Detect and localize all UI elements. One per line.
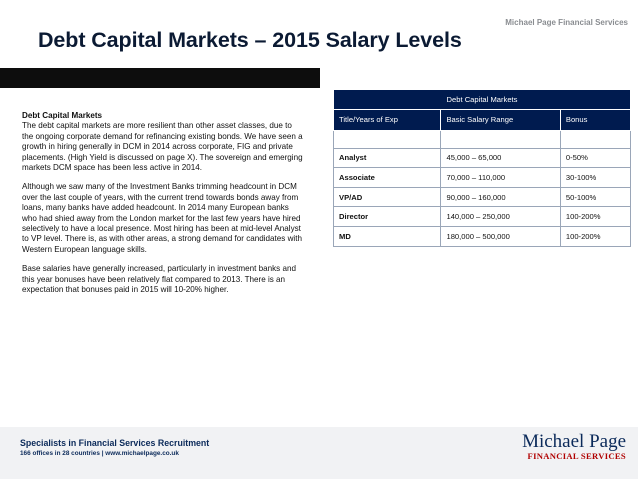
table-row (334, 187, 631, 207)
paragraph-3: Base salaries have generally increased, particularly in investment banks and this year bonuses have been relatively flat compared to 2013. There is an expectation that bonuses paid in 2015 will 10-20% higher. (22, 264, 296, 295)
paragraph-2: Although we saw many of the Investment Banks trimming headcount in DCM over the last couple of years, with the current trend towards bonds away from loans, many banks have added headcount. In 2014 many European banks who had shied away from the London market for the last few years have hired selectively to have a local presence. Most hiring has been at mid-level Analyst to VP level. There is, as with other areas, a strong demand for candidates with Western European language skills. (22, 182, 302, 254)
title-accent-band (0, 68, 320, 88)
page-title: Debt Capital Markets – 2015 Salary Levels (38, 28, 462, 52)
footer-tagline: Specialists in Financial Services Recruitment (20, 438, 210, 448)
table-cell-bonus: 100-200% (560, 207, 630, 227)
logo-main-text: Michael Page (522, 431, 626, 452)
paragraph-1: The debt capital markets are more resilient than other asset classes, due to the ongoing corporate demand for refinancing existing bonds. We have seen a growth in hiring generally in DCM in 2014 across corporate, FIG and private placements. (High Yield is discussed on page X). The sovereign and emerging markets DCM space has been less active in 2014. (22, 121, 303, 173)
logo-sub-text: FINANCIAL SERVICES (527, 451, 626, 461)
table-cell-bonus: 100-200% (560, 226, 630, 246)
table-cell-salary: 90,000 – 160,000 (441, 187, 560, 207)
table-cell-title: VP/AD (334, 187, 441, 207)
michael-page-logo (522, 432, 626, 461)
table-caption: Debt Capital Markets (334, 90, 631, 110)
column-header-salary: Basic Salary Range (441, 109, 560, 130)
column-header-title: Title/Years of Exp (334, 109, 441, 130)
section-heading: Debt Capital Markets (22, 111, 103, 120)
table-cell-salary: 140,000 – 250,000 (441, 207, 560, 227)
table-cell-salary: 70,000 – 110,000 (441, 168, 560, 188)
table-cell-title: MD (334, 226, 441, 246)
table-cell-title: Associate (334, 168, 441, 188)
table-row (334, 148, 631, 168)
table-cell-bonus: 0-50% (560, 148, 630, 168)
table-row (334, 207, 631, 227)
table-cell-salary: 180,000 – 500,000 (441, 226, 560, 246)
table-row (334, 168, 631, 188)
table-cell-bonus: 30-100% (560, 168, 630, 188)
table-cell-salary: 45,000 – 65,000 (441, 148, 560, 168)
footer-offices-text: 166 offices in 28 countries | www.michaelpage.co.uk (20, 450, 179, 457)
table-row (334, 226, 631, 246)
body-text (22, 111, 304, 305)
table-cell-bonus: 50-100% (560, 187, 630, 207)
brand-header-text: Michael Page Financial Services (505, 18, 628, 27)
column-header-bonus: Bonus (560, 109, 630, 130)
table-cell-title: Analyst (334, 148, 441, 168)
salary-table (333, 89, 631, 247)
table-cell-title: Director (334, 207, 441, 227)
table-spacer-row (334, 130, 631, 148)
